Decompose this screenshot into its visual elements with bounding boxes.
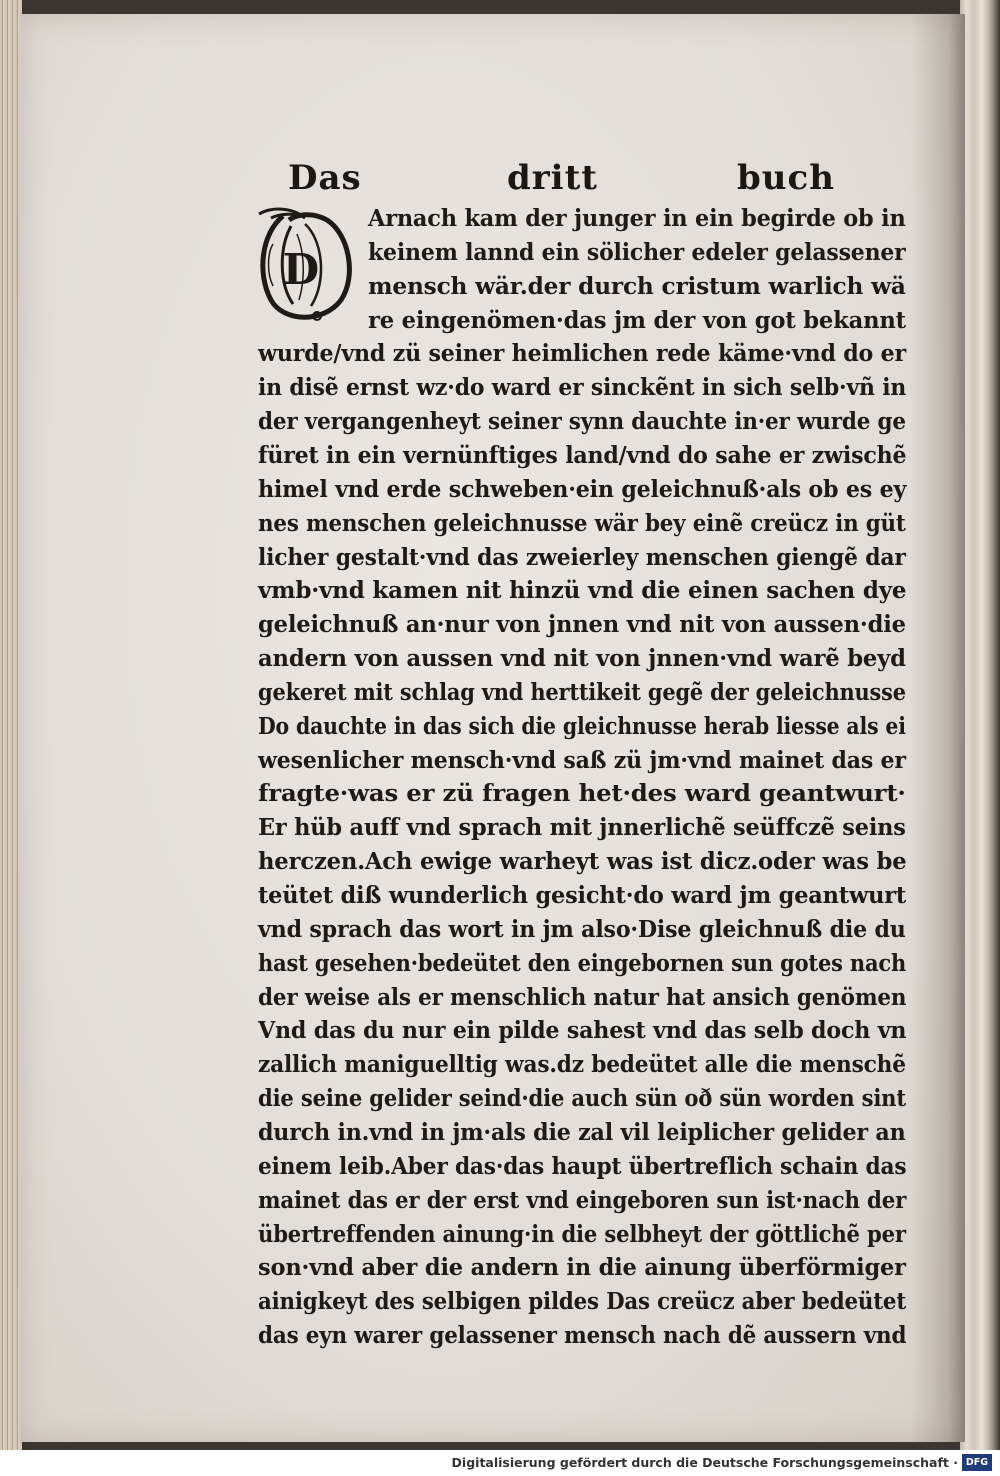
text-line: Er hüb auff vnd sprach mit jnnerlichẽ seüffczẽ seins [258,813,906,842]
text-line: füret in ein vernünftiges land/vnd do sahe er zwischẽ [258,440,907,469]
running-head-left: Das [288,158,362,198]
text-line: vmb·vnd kamen nit hinzü vnd die einen sachen dye [258,576,907,605]
footer-bar [0,1450,1000,1476]
text-line: licher gestalt·vnd das zweierley menschen giengẽ dar [258,542,906,571]
running-head-right: buch [737,158,835,198]
text-line: wurde/vnd zü seiner heimlichen rede käme·vnd do er [258,339,907,368]
text-line: zallich maniguelltig was.dz bedeütet alle die menschẽ [258,1050,906,1079]
text-line: gekeret mit schlag vnd herttikeit gegẽ der geleichnusse [258,677,906,706]
text-line: Vnd das du nur ein pilde sahest vnd das selb doch vn [258,1016,907,1045]
text-line: teütet diß wunderlich gesicht·do ward jm geantwurt [258,881,907,909]
text-line: Arnach kam der junger in ein begirde ob in [368,204,906,232]
text-line: geleichnuß an·nur von jnnen vnd nit von aussen·die [258,610,906,639]
running-head-middle: dritt [507,158,599,198]
text-line: ainigkeyt des selbigen pildes Das creücz aber bedeütet [258,1287,906,1316]
text-line: der weise als er menschlich natur hat ansich genömen [258,982,907,1011]
text-line: das eyn warer gelassener mensch nach dẽ aussern vnd [258,1321,907,1350]
text-line: re eingenömen·das jm der von got bekannt [368,305,906,334]
text-line: hast gesehen·bedeütet den eingebornen sun gotes nach [258,948,907,977]
text-line: nes menschen geleichnusse wär bey einẽ creücz in güt [258,508,906,537]
text-line: vnd sprach das wort in jm also·Dise gleichnuß die du [258,914,906,943]
text-line: der vergangenheyt seiner synn dauchte in·er wurde ge [258,407,906,436]
text-line: andern von aussen vnd nit von jnnen·vnd warẽ beyd [258,644,906,673]
dfg-logo: DFG [962,1454,992,1471]
text-line: wesenlicher mensch·vnd saß zü jm·vnd mainet das er [258,745,906,774]
text-line: herczen.Ach ewige warheyt was ist dicz.oder was be [258,847,907,876]
text-line: einem leib.Aber das·das haupt übertreflich schain das [258,1151,907,1180]
text-line: son·vnd aber die andern in die ainung überförmiger [258,1253,906,1282]
footer-credit: Digitalisierung gefördert durch die Deutsche Forschungsgemeinschaft · [451,1455,958,1470]
text-line: durch in.vnd in jm·als die zal vil leiplicher gelider an [258,1117,906,1146]
text-line: Do dauchte in das sich die gleichnusse herab liesse als ei [258,711,906,740]
text-line: übertreffenden ainung·in die selbheyt der göttlichẽ per [258,1219,906,1248]
text-line: mainet das er der erst vnd eingeboren sun ist·nach der [258,1185,907,1214]
text-line: fragte·was er zü fragen het·des ward geantwurt· [258,779,906,808]
initial-letter: D [282,245,320,294]
text-line: himel vnd erde schweben·ein geleichnuß·als ob es ey [258,474,907,503]
text-line: mensch wär.der durch cristum warlich wä [368,271,906,300]
text-line: keinem lannd ein sölicher edeler gelassener [368,237,906,266]
text-line: die seine gelider seind·die auch sün oð sün worden sint [258,1084,906,1113]
text-line: in disẽ ernst wz·do ward er sinckẽnt in sich selb·vñ in [258,373,907,402]
